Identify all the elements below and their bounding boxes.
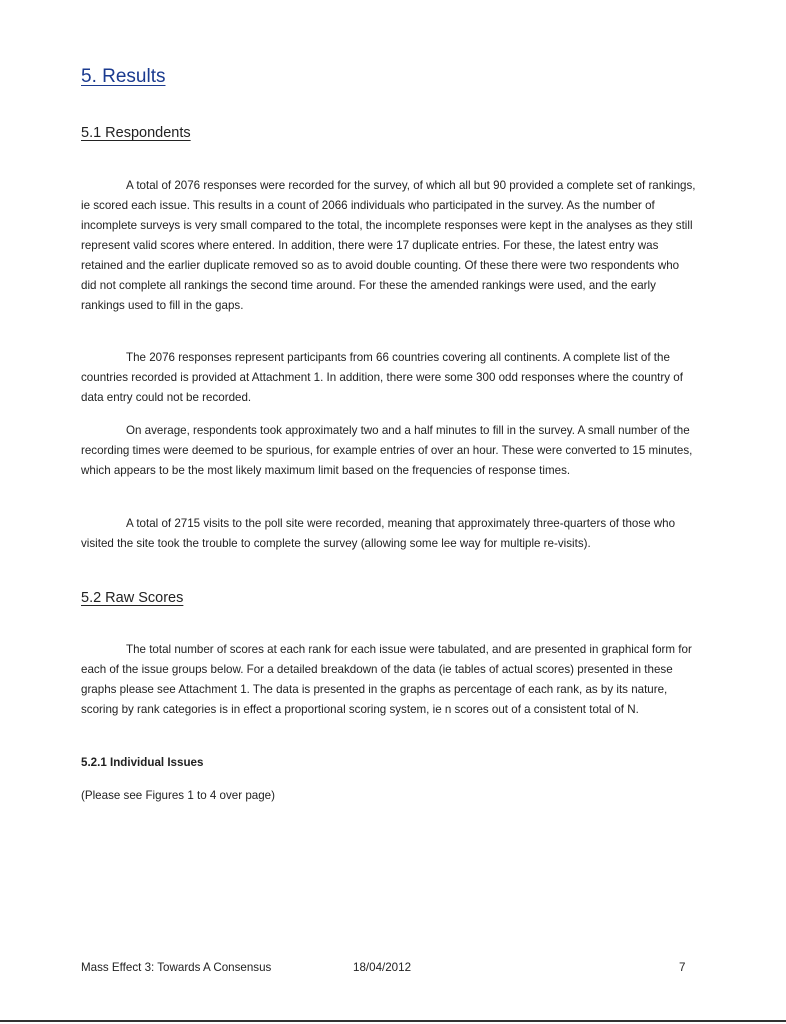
- paragraph-raw-scores: The total number of scores at each rank for each issue were tabulated, and are presented in graphical form for each of the issue groups below. For a detailed breakdown of the data (ie tables of actual scores) presented in these graphs please see Attachment 1. The data is presented in the graphs as percentage of each rank, as by its nature, scoring by rank categories is in effect a proportional scoring system, ie n scores out of a consistent total of N.: [81, 643, 692, 716]
- footer-page-number: 7: [679, 961, 686, 974]
- footer-doc-title: Mass Effect 3: Towards A Consensus: [81, 961, 272, 974]
- subsection-title-individual-issues: 5.2.1 Individual Issues: [81, 756, 204, 769]
- footer-date: 18/04/2012: [353, 961, 412, 974]
- paragraph-responses: A total of 2076 responses were recorded for the survey, of which all but 90 provided a complete set of rankings, ie scored each issue. This results in a count of 2066 individuals who participated in the survey. As the number of incomplete surveys is very small compared to the total, the incomplete responses were kept in the analyses as they still represent valid scores where entered. In addition, there were 17 duplicate entries. For these, the latest entry was retained and the earlier duplicate removed so as to avoid double counting. Of these there were two respondents who did not complete all rankings the second time around. For these the amended rankings were used, and the early rankings used to fill in the gaps.: [81, 179, 696, 312]
- paragraph-visits: A total of 2715 visits to the poll site were recorded, meaning that approximately three-quarters of those who visited the site took the trouble to complete the survey (allowing some lee way for multiple re-visits).: [81, 517, 676, 550]
- section-title-raw-scores: 5.2 Raw Scores: [81, 590, 184, 606]
- paragraph-countries: The 2076 responses represent participants from 66 countries covering all continents. A complete list of the countries recorded is provided at Attachment 1. In addition, there were some 300 odd responses where the country of data entry could not be recorded.: [81, 351, 683, 404]
- figures-note: (Please see Figures 1 to 4 over page): [81, 789, 275, 802]
- page-heading: 5. Results: [81, 66, 166, 87]
- page-bottom-rule: [0, 1020, 786, 1022]
- paragraph-timing: On average, respondents took approximately two and a half minutes to fill in the survey. A small number of the recording times were deemed to be spurious, for example entries of over an hour. These were converted to 15 minutes, which appears to be the most likely maximum limit based on the frequencies of response times.: [81, 424, 693, 477]
- section-title-respondents: 5.1 Respondents: [81, 125, 191, 141]
